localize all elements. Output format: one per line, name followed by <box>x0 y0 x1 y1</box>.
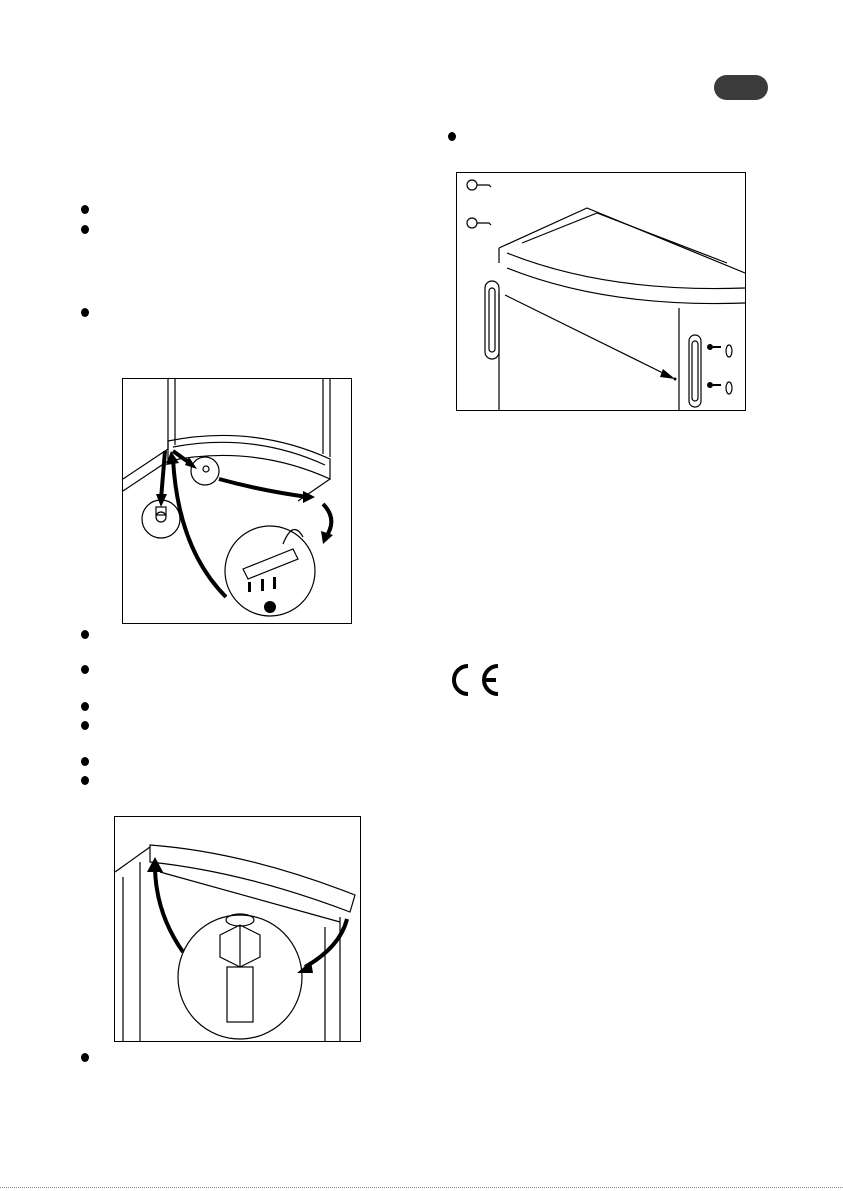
door-hinge-removal-figure <box>122 378 352 624</box>
ce-mark-icon <box>446 660 506 700</box>
bullet-10 <box>81 1053 89 1062</box>
page-edge-line <box>0 1187 843 1188</box>
bullet-5 <box>81 665 89 674</box>
bullet-2 <box>81 225 89 234</box>
handle-reversal-figure <box>456 172 746 411</box>
bullet-7 <box>81 721 89 730</box>
bullet-6 <box>81 702 89 711</box>
bullet-9 <box>81 776 89 785</box>
pin-relocation-figure <box>114 816 361 1042</box>
bullet-4 <box>81 630 89 639</box>
ce-mark <box>446 660 506 700</box>
door-handle-diagram-icon <box>457 173 745 410</box>
hinge-bracket-diagram-icon <box>123 379 351 623</box>
bullet-3 <box>81 308 89 317</box>
bullet-1 <box>81 205 89 214</box>
bullet-8 <box>81 757 89 766</box>
hinge-pin-diagram-icon <box>115 817 360 1041</box>
language-badge <box>714 75 768 100</box>
bullet-right-1 <box>448 132 456 141</box>
